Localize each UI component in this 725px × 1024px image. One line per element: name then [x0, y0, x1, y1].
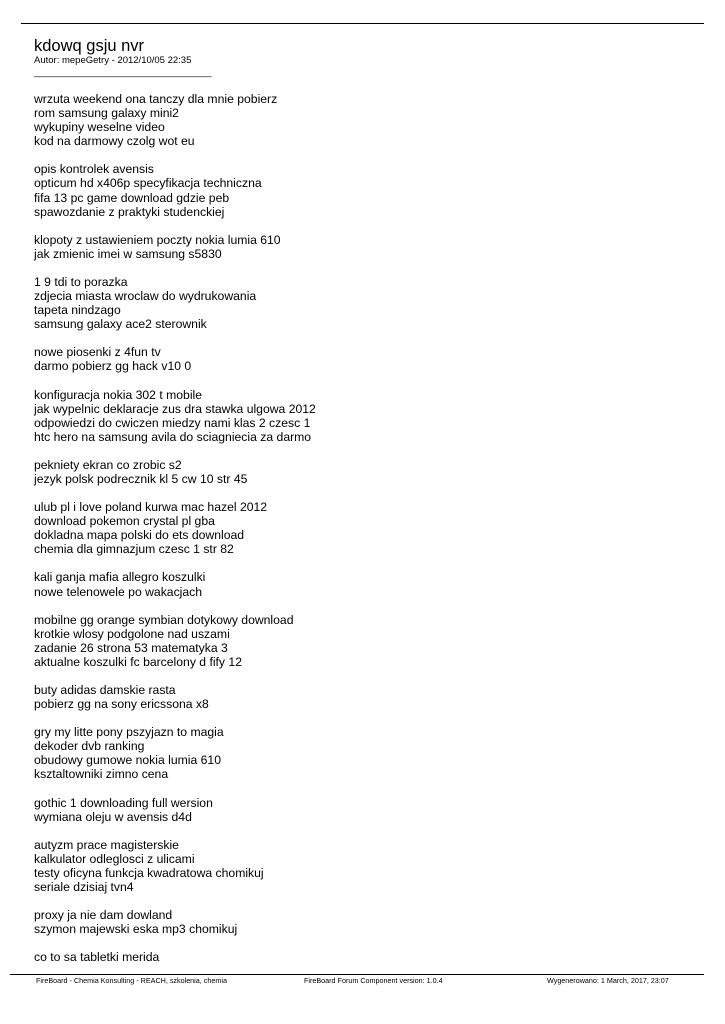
paragraph: [34, 838, 694, 894]
paragraph: [34, 613, 694, 669]
text-line: wrzuta weekend ona tanczy dla mnie pobierz: [34, 92, 278, 106]
paragraph: [34, 458, 694, 486]
text-line: jezyk polsk podrecznik kl 5 cw 10 str 45: [34, 471, 248, 486]
text-line: testy oficyna funkcja kwadratowa chomikuj: [34, 865, 264, 880]
text-line: co to sa tabletki merida: [34, 950, 160, 965]
text-line: opis kontrolek avensis: [34, 162, 154, 177]
top-rule: [21, 23, 704, 24]
paragraph: [34, 233, 694, 261]
text-line: chemia dla gimnazjum czesc 1 str 82: [34, 542, 234, 557]
paragraph: [34, 500, 694, 556]
post-body: [34, 92, 694, 978]
paragraph: [34, 570, 694, 598]
text-line: mobilne gg orange symbian dotykowy download: [34, 612, 294, 627]
paragraph: [34, 345, 694, 373]
text-line: buty adidas damskie rasta: [34, 683, 176, 697]
text-line: pobierz gg na sony ericssona x8: [34, 697, 209, 712]
paragraph: [34, 796, 694, 824]
post-title: kdowq gsju nvr: [34, 37, 145, 55]
text-line: ksztaltowniki zimno cena: [34, 767, 169, 782]
meta-separator: _____________________________________: [34, 67, 211, 78]
text-line: nowe telenowele po wakacjach: [34, 584, 203, 599]
paragraph: [34, 683, 694, 711]
post-meta: Autor: mepeGetry - 2012/10/05 22:35: [34, 55, 192, 66]
text-line: gry my litte pony pszyjazn to magia: [34, 725, 224, 740]
paragraph: [34, 388, 694, 444]
text-line: szymon majewski eska mp3 chomikuj: [34, 922, 238, 937]
text-line: dekoder dvb ranking: [34, 739, 145, 754]
text-line: jak zmienic imei w samsung s5830: [34, 246, 222, 261]
paragraph: [34, 950, 694, 964]
footer-version: FireBoard Forum Component version: 1.0.4: [304, 976, 443, 985]
text-line: seriale dzisiaj tvn4: [34, 880, 134, 895]
bottom-rule: [10, 974, 704, 975]
text-line: obudowy gumowe nokia lumia 610: [34, 753, 221, 768]
text-line: darmo pobierz gg hack v10 0: [34, 359, 192, 374]
text-line: kod na darmowy czolg wot eu: [34, 134, 195, 149]
text-line: nowe piosenki z 4fun tv: [34, 345, 161, 360]
text-line: ulub pl i love poland kurwa mac hazel 2012: [34, 500, 268, 515]
text-line: dokladna mapa polski do ets download: [34, 528, 245, 543]
text-line: klopoty z ustawieniem poczty nokia lumia 610: [34, 232, 281, 247]
text-line: konfiguracja nokia 302 t mobile: [34, 387, 203, 402]
paragraph: [34, 725, 694, 781]
text-line: wymiana oleju w avensis d4d: [34, 809, 192, 824]
text-line: htc hero na samsung avila do sciagniecia za darmo: [34, 429, 312, 444]
paragraph: [34, 275, 694, 331]
text-line: proxy ja nie dam dowland: [34, 908, 173, 923]
text-line: odpowiedzi do cwiczen miedzy nami klas 2 czesc 1: [34, 415, 311, 430]
paragraph: [34, 908, 694, 936]
text-line: aktualne koszulki fc barcelony d fify 12: [34, 654, 242, 669]
text-line: samsung galaxy ace2 sterownik: [34, 317, 207, 332]
text-line: fifa 13 pc game download gdzie peb: [34, 190, 230, 205]
footer-site: FireBoard - Chemia Konsulting - REACH, szkolenia, chemia: [36, 976, 227, 985]
text-line: zdjecia miasta wroclaw do wydrukowania: [34, 289, 257, 304]
text-line: gothic 1 downloading full wersion: [34, 795, 213, 810]
text-line: kali ganja mafia allegro koszulki: [34, 570, 206, 585]
text-line: download pokemon crystal pl gba: [34, 514, 215, 529]
text-line: rom samsung galaxy mini2: [34, 106, 179, 121]
text-line: jak wypelnic deklaracje zus dra stawka ulgowa 2012: [34, 401, 316, 416]
text-line: wykupiny weselne video: [34, 120, 165, 135]
paragraph: [34, 92, 694, 148]
text-line: spawozdanie z praktyki studenckiej: [34, 204, 225, 219]
text-line: autyzm prace magisterskie: [34, 837, 179, 852]
text-line: opticum hd x406p specyfikacja techniczna: [34, 176, 262, 191]
text-line: krotkie wlosy podgolone nad uszami: [34, 626, 230, 641]
text-line: tapeta nindzago: [34, 303, 121, 318]
text-line: kalkulator odleglosci z ulicami: [34, 851, 195, 866]
footer-generated: Wygenerowano: 1 March, 2017, 23:07: [547, 976, 669, 985]
text-line: 1 9 tdi to porazka: [34, 274, 128, 289]
text-line: zadanie 26 strona 53 matematyka 3: [34, 640, 228, 655]
text-line: pekniety ekran co zrobic s2: [34, 457, 182, 472]
paragraph: [34, 162, 694, 218]
